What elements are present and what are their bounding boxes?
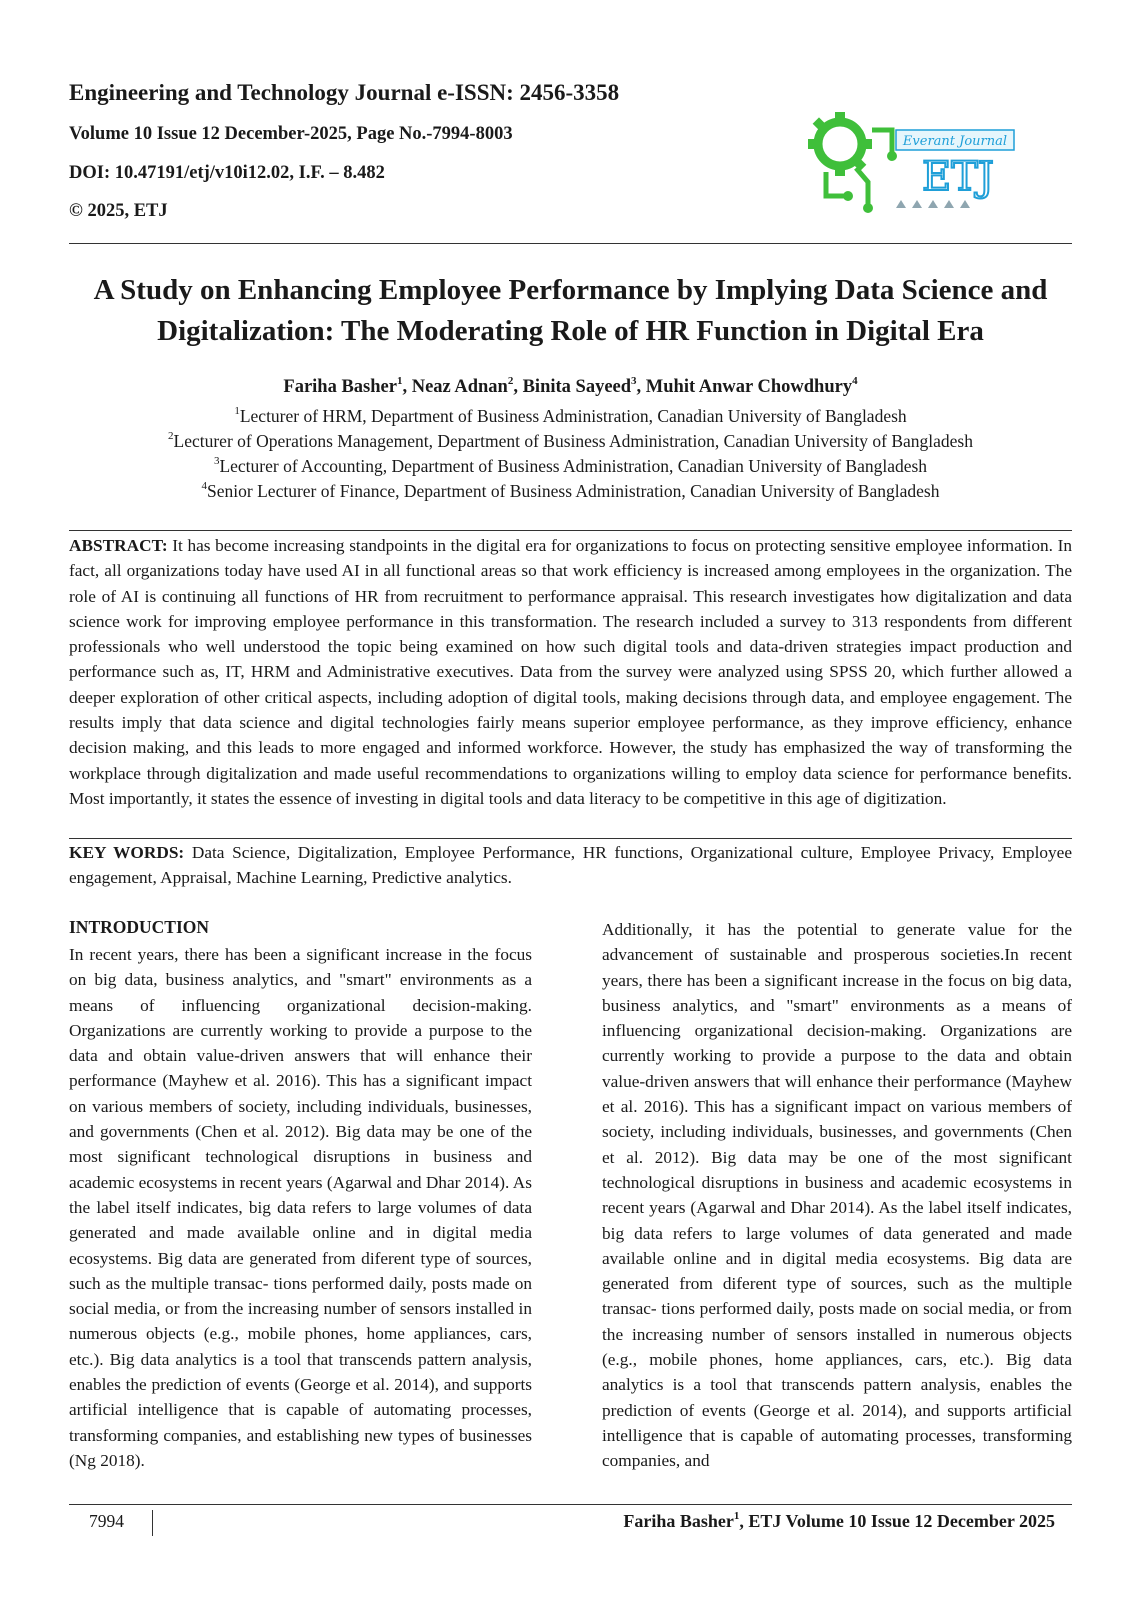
affiliation: $^3$Lecturer of Accounting, Department of Business Administration, Canadian University of Bangladesh [213,455,928,476]
abstract [69,533,1072,811]
author-name: Binita Sayeed [522,377,632,397]
journal-copyright: © 2025, ETJ [69,201,168,221]
decorative-marks-icon [896,200,970,208]
abstract-label: ABSTRACT: [69,536,168,555]
author-sup: 1 [396,375,403,387]
abstract-top-rule [69,530,1072,531]
author-name: Muhit Anwar Chowdhury [645,377,853,397]
author-sup: 2 [507,375,514,387]
journal-doi-line: DOI: 10.47191/etj/v10i12.02, I.F. – 8.482 [69,163,385,183]
affiliation: $^1$Lecturer of HRM, Department of Business Administration, Canadian University of Bangladesh [234,405,907,426]
footer-rule [69,1504,1072,1505]
abstract-text: It has become increasing standpoints in the digital era for organizations to focus on protecting sensitive employee information. In fact, all organizations today have used AI in all functional areas so that work efficiency is increased among employees in the organization. The role of AI is continuing all functions of HR from recruitment to performance appraisal. This research investigates how digitalization and data science work for improving employee performance in this transformation. The research included a survey to 313 respondents from different professionals who well understood the topic being examined on how such digital tools and data-driven strategies impact production and performance such as, IT, HRM and Administrative executives. Data from the survey were analyzed using SPSS 20, which further allowed a deeper exploration of other critical aspects, including adoption of digital tools, making decisions through data, and employee engagement. The results imply that data science and digital technologies fairly means superior employee performance, as they improve efficiency, enhance decision making, and this leads to more engaged and informed workforce. However, the study has emphasized the way of transforming the workplace through digitalization and made useful recommendations to organizations willing to employ data science for performance benefits. Most importantly, it states the essence of investing in digital tools and data literacy to be competitive in this age of digitization. [69,536,1072,808]
keywords-text: Data Science, Digitalization, Employee Performance, HR functions, Organizational culture, Employee Privacy, Employee engagement, Appraisal, Machine Learning, Predictive analytics. [69,843,1072,888]
section-heading-introduction: INTRODUCTION [69,917,210,937]
gear-icon [808,112,872,176]
intro-column-left: In recent years, there has been a significant increase in the focus on big data, business analytics, and "smart" environments as a means of influencing organizational decision-making. Organizations are currently working to provide a purpose to the data and obtain value-driven answers that will enhance their performance (Mayhew et al. 2016). This has a significant impact on various members of society, including individuals, businesses, and governments (Chen et al. 2012). Big data may be one of the most significant technological disruptions in business and academic ecosystems in recent years (Agarwal and Dhar 2014). As the label itself indicates, big data refers to large volumes of data generated and made available online and in digital media ecosystems. Big data are generated from diferent type of sources, such as the multiple transac- tions performed daily, posts made on social media, or from the increasing number of sensors installed in numerous objects (e.g., mobile phones, home appliances, cars, etc.). Big data analytics is a tool that transcends pattern analysis, enables the prediction of events (George et al. 2014), and supports artificial intelligence that is capable of automating processes, transforming companies, and establishing new types of businesses (Ng 2018). [69,945,532,1470]
page-number: 7994 [89,1511,124,1531]
author-sup: 3 [631,375,637,387]
logo-caption: Everant Journal [902,134,1008,149]
affiliation: $^2$Lecturer of Operations Management, Department of Business Administration, Canadian University of Bangladesh [168,430,973,451]
journal-volume-line: Volume 10 Issue 12 December-2025, Page No.-7994-8003 [69,124,513,144]
header-rule [69,243,1072,244]
author-name: Neaz Adnan [411,377,508,397]
journal-title: Engineering and Technology Journal e-ISSN: 2456-3358 [69,80,620,105]
affiliation: $^4$Senior Lecturer of Finance, Department of Business Administration, Canadian University of Bangladesh [201,480,940,501]
keywords-label: KEY WORDS: [69,843,185,862]
abstract-bottom-rule [69,838,1072,839]
footer-author-sup: 1 [733,1510,740,1522]
author-sup: 4 [852,375,858,387]
author-list: Fariha Basher$^1$, Neaz Adnan$^2$, Binita Sayeed$^3$, Muhit Anwar Chowdhury$^4$ [283,375,858,397]
author-name: Fariha Basher [283,377,397,397]
footer-journal-ref: , ETJ Volume 10 Issue 12 December 2025 [739,1511,1055,1531]
paper-title: A Study on Enhancing Employee Performance by Implying Data Science and Digitalization: The Moderating Role of HR Function in Digital Era [93,274,1048,347]
logo-wordmark: ETJ [922,154,994,200]
running-footer [623,1511,1055,1532]
etj-logo [808,112,1020,218]
keywords [69,840,1072,891]
footer-author: Fariha Basher [623,1511,734,1531]
footer-divider [152,1510,153,1536]
intro-column-right: Additionally, it has the potential to generate value for the advancement of sustainable and prosperous societies.In recent years, there has been a significant increase in the focus on big data, business analytics, and "smart" environments as a means of influencing organizational decision-making. Organizations are currently working to provide a purpose to the data and obtain value-driven answers that will enhance their performance (Mayhew et al. 2016). This has a significant impact on various members of society, including individuals, businesses, and governments (Chen et al. 2012). Big data may be one of the most significant technological disruptions in business and academic ecosystems in recent years (Agarwal and Dhar 2014). As the label itself indicates, big data refers to large volumes of data generated and made available online and in digital media ecosystems. Big data are generated from diferent type of sources, such as the multiple transac- tions performed daily, posts made on social media, or from the increasing number of sensors installed in numerous objects (e.g., mobile phones, home appliances, cars, etc.). Big data analytics is a tool that transcends pattern analysis, enables the prediction of events (George et al. 2014), and supports artificial intelligence that is capable of automating processes, transforming companies, and [602,920,1072,1471]
